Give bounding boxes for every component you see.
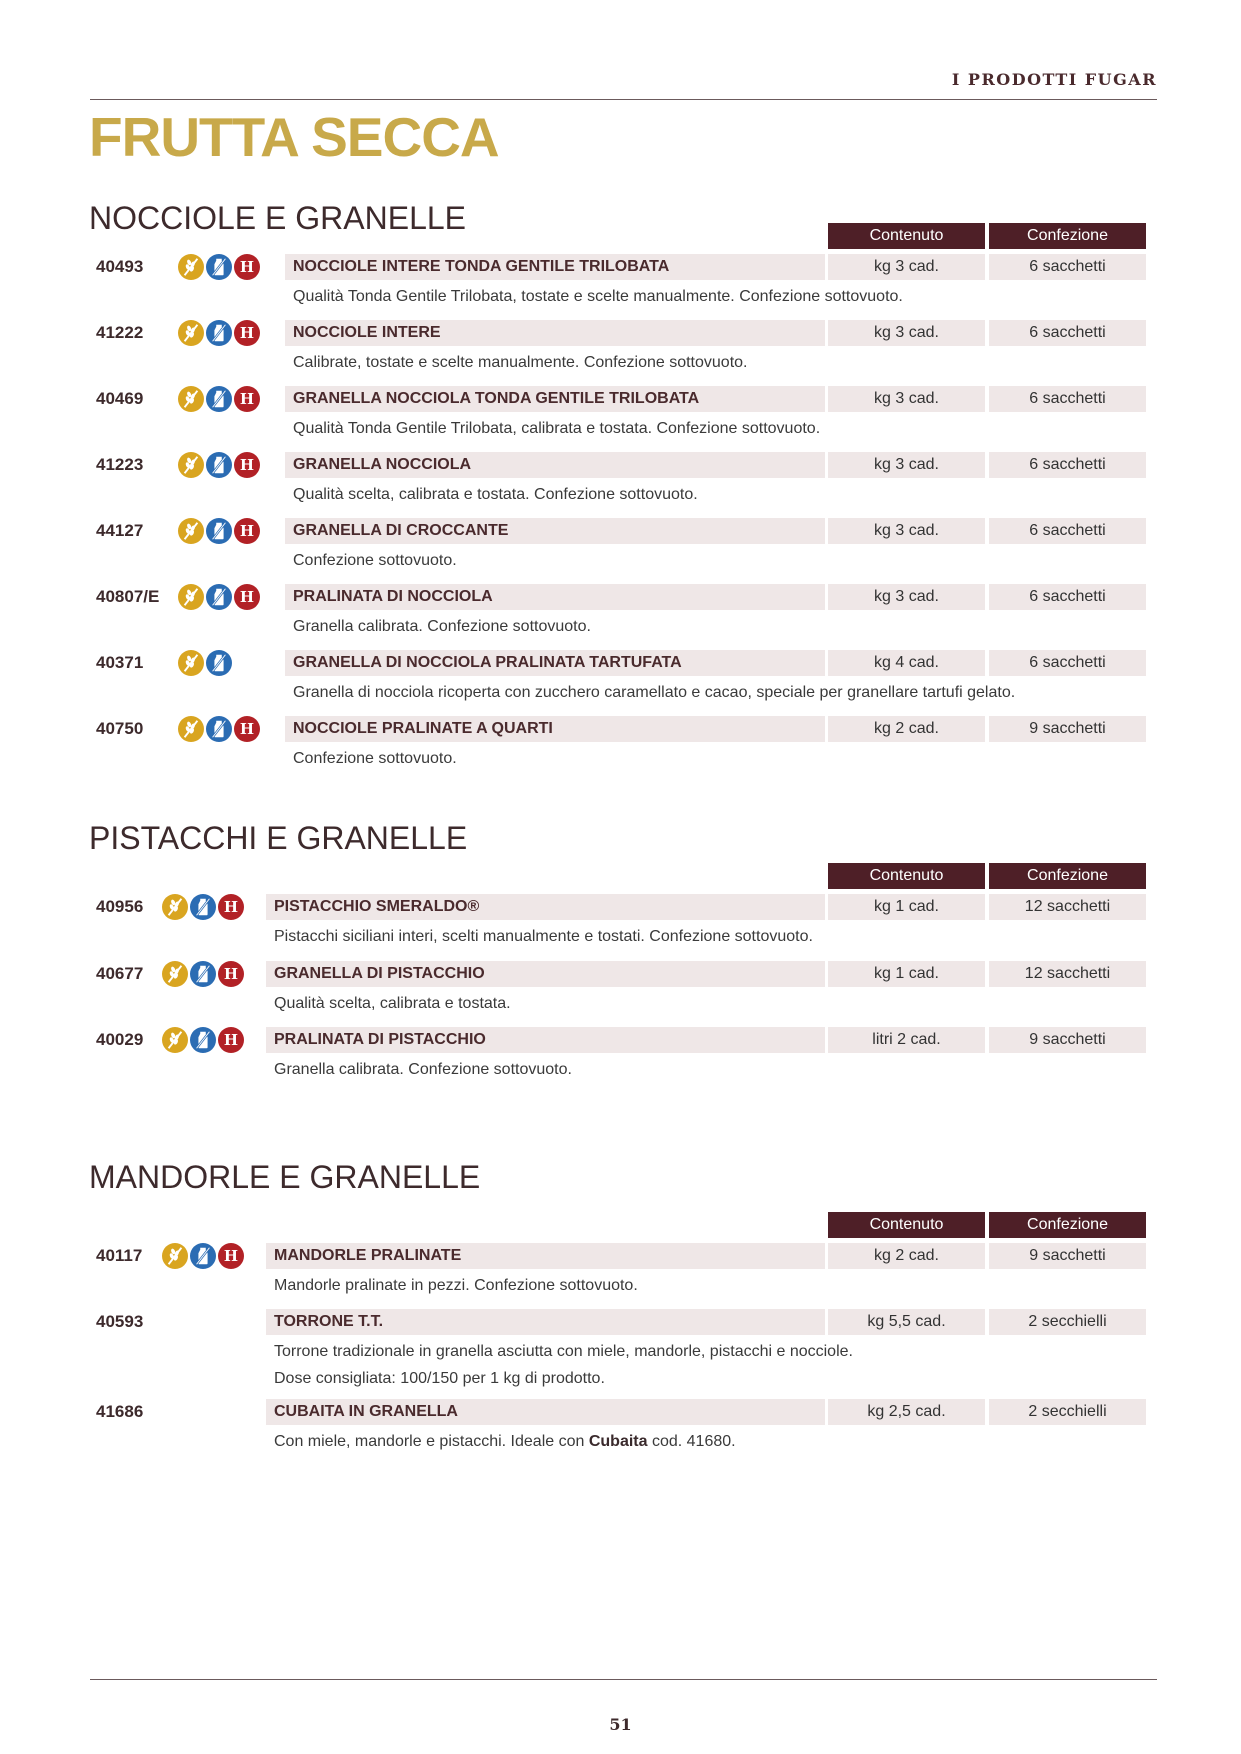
product-name: PRALINATA DI PISTACCHIO xyxy=(266,1027,825,1053)
product-code: 41222 xyxy=(96,323,144,342)
halal-icon: H xyxy=(218,894,244,920)
product-pack: 9 sacchetti xyxy=(989,1243,1146,1269)
certification-icons xyxy=(162,1027,244,1053)
product-pack: 6 sacchetti xyxy=(989,254,1146,280)
product-name: NOCCIOLE INTERE TONDA GENTILE TRILOBATA xyxy=(285,254,825,280)
product-pack: 9 sacchetti xyxy=(989,716,1146,742)
column-header-pack: Confezione xyxy=(989,863,1146,889)
halal-icon: H xyxy=(218,961,244,987)
halal-icon: H xyxy=(218,1243,244,1269)
product-name: GRANELLA NOCCIOLA TONDA GENTILE TRILOBATA xyxy=(285,386,825,412)
product-name: PISTACCHIO SMERALDO® xyxy=(266,894,825,920)
description-text: cod. 41680. xyxy=(647,1433,736,1450)
lactose-free-icon xyxy=(190,961,216,987)
product-description: Granella di nocciola ricoperta con zucchero caramellato e cacao, speciale per granellare tartufi gelato. xyxy=(293,684,1016,701)
certification-icons xyxy=(178,716,260,742)
product-code: 40750 xyxy=(96,719,144,738)
product-pack: 2 secchielli xyxy=(989,1309,1146,1335)
product-name: GRANELLA NOCCIOLA xyxy=(285,452,825,478)
section-title: NOCCIOLE E GRANELLE xyxy=(89,200,466,236)
gluten-free-icon xyxy=(178,386,204,412)
column-header-content: Contenuto xyxy=(828,1212,985,1238)
product-description xyxy=(274,1428,736,1455)
halal-icon: H xyxy=(234,584,260,610)
halal-icon: H xyxy=(234,452,260,478)
lactose-free-icon xyxy=(190,1243,216,1269)
product-pack: 6 sacchetti xyxy=(989,518,1146,544)
column-header-content: Contenuto xyxy=(828,863,985,889)
product-content: kg 3 cad. xyxy=(828,452,985,478)
product-content: kg 2 cad. xyxy=(828,716,985,742)
product-description: Confezione sottovuoto. xyxy=(293,750,457,767)
product-description: Qualità scelta, calibrata e tostata. xyxy=(274,995,511,1012)
product-code: 40807/E xyxy=(96,587,160,606)
certification-icons xyxy=(178,254,260,280)
product-code: 40677 xyxy=(96,964,144,983)
product-description: Qualità Tonda Gentile Trilobata, tostate e scelte manualmente. Confezione sottovuoto. xyxy=(293,288,903,305)
certification-icons xyxy=(178,320,260,346)
product-description: Qualità Tonda Gentile Trilobata, calibrata e tostata. Confezione sottovuoto. xyxy=(293,420,821,437)
product-code: 41223 xyxy=(96,455,144,474)
product-code: 40029 xyxy=(96,1030,144,1049)
product-description: Pistacchi siciliani interi, scelti manualmente e tostati. Confezione sottovuoto. xyxy=(274,928,813,945)
gluten-free-icon xyxy=(162,961,188,987)
lactose-free-icon xyxy=(206,584,232,610)
top-divider xyxy=(90,99,1157,100)
product-pack: 6 sacchetti xyxy=(989,584,1146,610)
certification-icons xyxy=(178,386,260,412)
section-title: PISTACCHI E GRANELLE xyxy=(89,820,468,856)
halal-icon: H xyxy=(234,254,260,280)
product-content: kg 3 cad. xyxy=(828,320,985,346)
product-code: 40117 xyxy=(96,1246,143,1265)
column-header-pack: Confezione xyxy=(989,223,1146,249)
product-pack: 2 secchielli xyxy=(989,1399,1146,1425)
product-description: Granella calibrata. Confezione sottovuoto. xyxy=(293,618,591,635)
product-pack: 9 sacchetti xyxy=(989,1027,1146,1053)
product-content: kg 3 cad. xyxy=(828,386,985,412)
product-content: kg 3 cad. xyxy=(828,584,985,610)
lactose-free-icon xyxy=(206,650,232,676)
product-description: Calibrate, tostate e scelte manualmente. Confezione sottovuoto. xyxy=(293,354,748,371)
gluten-free-icon xyxy=(178,254,204,280)
product-description: Granella calibrata. Confezione sottovuoto. xyxy=(274,1061,572,1078)
certification-icons xyxy=(162,1243,244,1269)
product-pack: 12 sacchetti xyxy=(989,961,1146,987)
gluten-free-icon xyxy=(178,584,204,610)
product-content: kg 2 cad. xyxy=(828,1243,985,1269)
gluten-free-icon xyxy=(162,1027,188,1053)
product-content: kg 1 cad. xyxy=(828,961,985,987)
product-content: kg 4 cad. xyxy=(828,650,985,676)
product-code: 40371 xyxy=(96,653,144,672)
product-pack: 6 sacchetti xyxy=(989,320,1146,346)
lactose-free-icon xyxy=(206,716,232,742)
column-header-content: Contenuto xyxy=(828,223,985,249)
gluten-free-icon xyxy=(178,716,204,742)
product-code: 40956 xyxy=(96,897,144,916)
product-code: 40593 xyxy=(96,1312,144,1331)
page-number: 51 xyxy=(609,1715,632,1734)
halal-icon: H xyxy=(234,716,260,742)
halal-icon: H xyxy=(218,1027,244,1053)
section-title: MANDORLE E GRANELLE xyxy=(89,1159,481,1195)
product-pack: 6 sacchetti xyxy=(989,386,1146,412)
gluten-free-icon xyxy=(178,650,204,676)
product-content: litri 2 cad. xyxy=(828,1027,985,1053)
certification-icons xyxy=(162,894,244,920)
lactose-free-icon xyxy=(206,518,232,544)
product-name: GRANELLA DI CROCCANTE xyxy=(285,518,825,544)
lactose-free-icon xyxy=(206,452,232,478)
lactose-free-icon xyxy=(190,1027,216,1053)
product-code: 40469 xyxy=(96,389,144,408)
certification-icons xyxy=(178,650,232,676)
halal-icon: H xyxy=(234,386,260,412)
halal-icon: H xyxy=(234,320,260,346)
product-description: Qualità scelta, calibrata e tostata. Confezione sottovuoto. xyxy=(293,486,698,503)
product-code: 41686 xyxy=(96,1402,144,1421)
product-name: PRALINATA DI NOCCIOLA xyxy=(285,584,825,610)
product-reference: Cubaita xyxy=(588,1433,648,1450)
product-content: kg 5,5 cad. xyxy=(828,1309,985,1335)
product-description: Torrone tradizionale in granella asciutta con miele, mandorle, pistacchi e nocciole. xyxy=(274,1343,853,1360)
product-content: kg 1 cad. xyxy=(828,894,985,920)
certification-icons xyxy=(178,584,260,610)
bottom-divider xyxy=(90,1679,1157,1680)
lactose-free-icon xyxy=(190,894,216,920)
column-header-pack: Confezione xyxy=(989,1212,1146,1238)
gluten-free-icon xyxy=(178,320,204,346)
page-title: FRUTTA SECCA xyxy=(89,106,499,168)
halal-icon: H xyxy=(234,518,260,544)
gluten-free-icon xyxy=(162,1243,188,1269)
product-name: MANDORLE PRALINATE xyxy=(266,1243,825,1269)
product-name: GRANELLA DI PISTACCHIO xyxy=(266,961,825,987)
product-code: 40493 xyxy=(96,257,144,276)
product-pack: 12 sacchetti xyxy=(989,894,1146,920)
product-pack: 6 sacchetti xyxy=(989,650,1146,676)
product-content: kg 3 cad. xyxy=(828,254,985,280)
lactose-free-icon xyxy=(206,254,232,280)
lactose-free-icon xyxy=(206,386,232,412)
gluten-free-icon xyxy=(162,894,188,920)
gluten-free-icon xyxy=(178,452,204,478)
product-code: 44127 xyxy=(96,521,144,540)
lactose-free-icon xyxy=(206,320,232,346)
gluten-free-icon xyxy=(178,518,204,544)
product-name: TORRONE T.T. xyxy=(266,1309,825,1335)
product-description: Mandorle pralinate in pezzi. Confezione sottovuoto. xyxy=(274,1277,638,1294)
product-description: Dose consigliata: 100/150 per 1 kg di prodotto. xyxy=(274,1370,605,1387)
header-label: I PRODOTTI FUGAR xyxy=(951,70,1157,89)
product-name: GRANELLA DI NOCCIOLA PRALINATA TARTUFATA xyxy=(285,650,825,676)
certification-icons xyxy=(178,452,260,478)
certification-icons xyxy=(162,961,244,987)
product-name: NOCCIOLE INTERE xyxy=(285,320,825,346)
product-content: kg 3 cad. xyxy=(828,518,985,544)
product-pack: 6 sacchetti xyxy=(989,452,1146,478)
product-name: CUBAITA IN GRANELLA xyxy=(266,1399,825,1425)
product-content: kg 2,5 cad. xyxy=(828,1399,985,1425)
product-description: Confezione sottovuoto. xyxy=(293,552,457,569)
product-name: NOCCIOLE PRALINATE A QUARTI xyxy=(285,716,825,742)
description-text: Con miele, mandorle e pistacchi. Ideale con xyxy=(274,1433,589,1450)
certification-icons xyxy=(178,518,260,544)
